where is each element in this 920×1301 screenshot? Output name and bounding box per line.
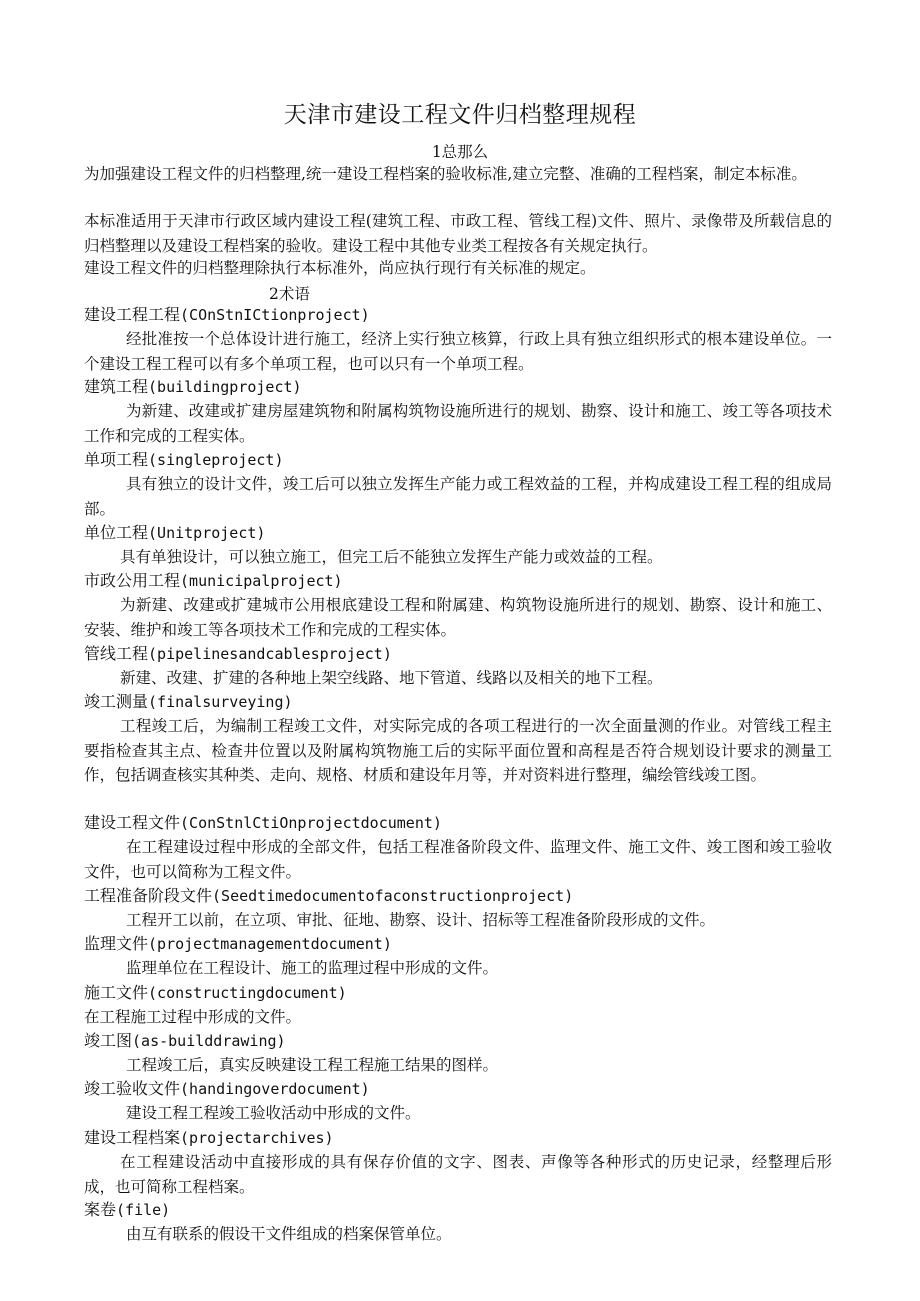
section-heading-terms: 2术语 <box>269 285 310 303</box>
term-definition: 新建、改建、扩建的各种地上架空线路、地下管道、线路以及相关的地下工程。 <box>120 669 663 687</box>
term-zh: 竣工图 <box>84 1031 133 1050</box>
term-en: (handingoverdocument) <box>180 1080 370 1098</box>
term-en: (constructingdocument) <box>148 984 347 1002</box>
term-en: (Unitproject) <box>148 524 266 542</box>
term-en: (projectarchives) <box>180 1129 334 1147</box>
term-heading <box>84 1198 170 1222</box>
term-heading <box>84 811 442 835</box>
term-definition: 在工程建设过程中形成的全部文件，包括工程准备阶段文件、监理文件、施工文件、竣工图和竣工验收文件，也可以简称为工程文件。 <box>84 838 832 881</box>
term-heading <box>84 1126 334 1150</box>
term-definition: 工程开工以前，在立项、审批、征地、勘察、设计、招标等工程准备阶段形成的文件。 <box>126 911 716 929</box>
term-definition: 由互有联系的假设干文件组成的档案保管单位。 <box>126 1225 452 1243</box>
term-definition: 为新建、改建或扩建城市公用根底建设工程和附属建、构筑物设施所进行的规划、勘察、设计和施工、安装、维护和竣工等各项技术工作和完成的工程实体。 <box>84 596 832 639</box>
term-zh: 建设工程文件 <box>84 813 181 832</box>
term-en: (ConStnlCtiOnprojectdocument) <box>180 814 442 832</box>
term-heading <box>84 884 573 908</box>
term-en: (municipalproject) <box>180 572 343 590</box>
term-zh: 市政公用工程 <box>84 571 181 590</box>
term-en: (buildingproject) <box>148 378 302 396</box>
term-zh: 建设工程档案 <box>84 1128 181 1147</box>
paragraph: 本标准适用于天津市行政区域内建设工程(建筑工程、市政工程、管线工程)文件、照片、录像带及所载信息的归档整理以及建设工程档案的验收。建设工程中其他专业类工程按各有关规定执行。 <box>84 212 832 255</box>
term-en: (Seedtimedocumentofaconstructionproject) <box>212 887 574 905</box>
term-heading <box>84 375 302 399</box>
term-zh: 工程准备阶段文件 <box>84 886 213 905</box>
term-zh: 单位工程 <box>84 523 149 542</box>
term-zh: 管线工程 <box>84 644 149 663</box>
term-heading <box>84 981 347 1005</box>
term-definition: 工程竣工后，真实反映建设工程工程施工结果的图样。 <box>126 1056 499 1074</box>
section-heading-general: 1总那么 <box>431 143 489 161</box>
term-zh: 竣工验收文件 <box>84 1079 181 1098</box>
term-definition: 经批准按一个总体设计进行施工，经济上实行独立核算，行政上具有独立组织形式的根本建设单位。一个建设工程工程可以有多个单项工程，也可以只有一个单项工程。 <box>84 330 832 373</box>
term-zh: 建筑工程 <box>84 377 149 396</box>
term-zh: 监理文件 <box>84 934 149 953</box>
term-zh: 单项工程 <box>84 450 149 469</box>
term-heading <box>84 448 283 472</box>
term-en: (projectmanagementdocument) <box>148 935 392 953</box>
term-zh: 竣工测量 <box>84 692 149 711</box>
term-en: (singleproject) <box>148 451 284 469</box>
term-heading <box>84 569 343 593</box>
document-title: 天津市建设工程文件归档整理规程 <box>283 102 637 128</box>
term-en: (as-builddrawing) <box>132 1032 286 1050</box>
term-heading <box>84 521 265 545</box>
term-definition: 在工程建设活动中直接形成的具有保存价值的文字、图表、声像等各种形式的历史记录，经整理后形成，也可简称工程档案。 <box>84 1153 832 1196</box>
term-heading <box>84 1029 286 1053</box>
term-zh: 建设工程工程 <box>84 305 181 324</box>
term-en: (COnStnICtionproject) <box>180 306 370 324</box>
term-heading <box>84 690 293 714</box>
term-heading <box>84 932 392 956</box>
term-definition: 工程竣工后，为编制工程竣工文件，对实际完成的各项工程进行的一次全面量测的作业。对管线工程主要指检查其主点、检查井位置以及附属构筑物施工后的实际平面位置和高程是否符合规划设计要求的测量工作，包括调查核实其种类、走向、规格、材质和建设年月等，并对资料进行整理，编绘管线竣工图。 <box>84 717 832 784</box>
term-heading <box>84 642 392 666</box>
term-en: (pipelinesandcablesproject) <box>148 645 392 663</box>
term-heading <box>84 1077 370 1101</box>
term-en: (file) <box>116 1201 171 1219</box>
term-definition: 建设工程工程竣工验收活动中形成的文件。 <box>126 1104 421 1122</box>
term-definition: 为新建、改建或扩建房屋建筑物和附属构筑物设施所进行的规划、勘察、设计和施工、竣工等各项技术工作和完成的工程实体。 <box>84 402 832 445</box>
term-definition: 监理单位在工程设计、施工的监理过程中形成的文件。 <box>126 959 499 977</box>
term-definition: 具有独立的设计文件，竣工后可以独立发挥生产能力或工程效益的工程，并构成建设工程工程的组成局部。 <box>84 475 832 518</box>
term-definition: 具有单独设计，可以独立施工，但完工后不能独立发挥生产能力或效益的工程。 <box>120 548 663 566</box>
term-zh: 施工文件 <box>84 983 149 1002</box>
term-zh: 案卷 <box>84 1200 117 1219</box>
term-heading <box>84 303 370 327</box>
paragraph: 为加强建设工程文件的归档整理,统一建设工程档案的验收标准,建立完整、准确的工程档案，制定本标准。 <box>84 165 807 183</box>
paragraph: 建设工程文件的归档整理除执行本标准外，尚应执行现行有关标准的规定。 <box>84 259 596 277</box>
term-definition: 在工程施工过程中形成的文件。 <box>84 1008 302 1026</box>
term-en: (finalsurveying) <box>148 693 293 711</box>
